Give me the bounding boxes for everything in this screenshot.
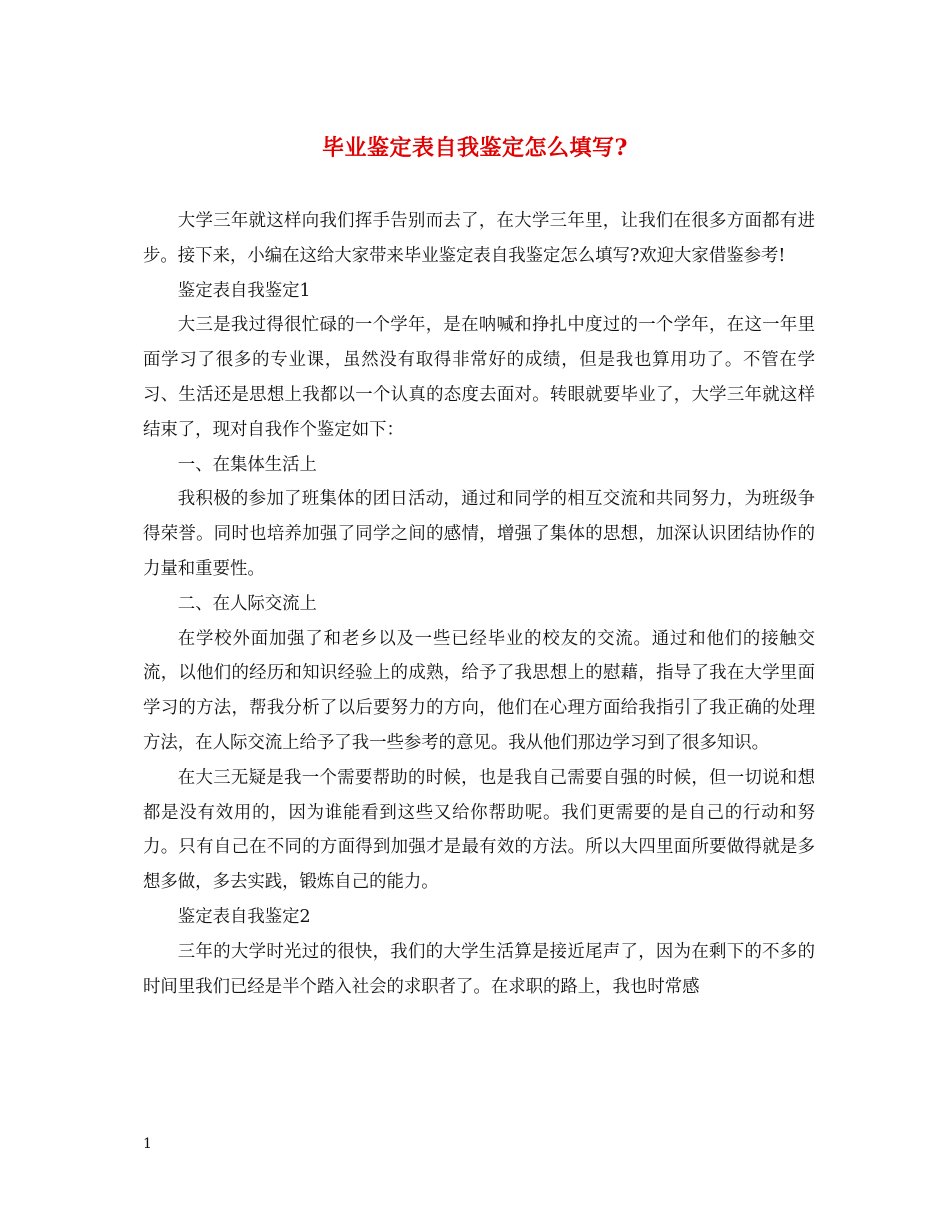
section-1-paragraph-1: 大三是我过得很忙碌的一个学年，是在呐喊和挣扎中度过的一个学年，在这一年里面学习了很多的专业课，虽然没有取得非常好的成绩，但是我也算用功了。不管在学习、生活还是思想上我都以一个认真的态度去面对。转眼就要毕业了，大学三年就这样结束了，现对自我作个鉴定如下： — [143, 315, 815, 440]
section-2-paragraph-1: 三年的大学时光过的很快，我们的大学生活算是接近尾声了，因为在剩下的不多的时间里我们已经是半个踏入社会的求职者了。在求职的路上，我也时常感 — [143, 941, 815, 997]
intro-paragraph: 大学三年就这样向我们挥手告别而去了，在大学三年里，让我们在很多方面都有进步。接下来，小编在这给大家带来毕业鉴定表自我鉴定怎么填写?欢迎大家借鉴参考! — [143, 211, 815, 266]
document-title: 毕业鉴定表自我鉴定怎么填写? — [322, 135, 628, 161]
subsection-collective-life-text: 我积极的参加了班集体的团日活动，通过和同学的相互交流和共同努力，为班级争得荣誉。同时也培养加强了同学之间的感情，增强了集体的思想，加深认识团结协作的力量和重要性。 — [143, 489, 815, 579]
subsection-interpersonal-text: 在学校外面加强了和老乡以及一些已经毕业的校友的交流。通过和他们的接触交流，以他们的经历和知识经验上的成熟，给予了我思想上的慰藉，指导了我在大学里面学习的方法，帮我分析了以后要努力的方向，他们在心理方面给我指引了我正确的处理方法，在人际交流上给予了我一些参考的意见。我从他们那边学习到了很多知识。 — [143, 628, 815, 753]
section-2-heading: 鉴定表自我鉴定2 — [177, 906, 311, 927]
document-body — [143, 204, 815, 1004]
subsection-interpersonal-heading: 二、在人际交流上 — [177, 593, 317, 614]
subsection-collective-life-heading: 一、在集体生活上 — [177, 454, 317, 475]
page-number: 1 — [143, 1136, 152, 1152]
section-1-heading: 鉴定表自我鉴定1 — [177, 280, 311, 301]
section-1-paragraph-2: 在大三无疑是我一个需要帮助的时候，也是我自己需要自强的时候，但一切说和想都是没有效用的，因为谁能看到这些又给你帮助呢。我们更需要的是自己的行动和努力。只有自己在不同的方面得到加强才是最有效的方法。所以大四里面所要做得就是多想多做，多去实践，锻炼自己的能力。 — [143, 767, 815, 893]
